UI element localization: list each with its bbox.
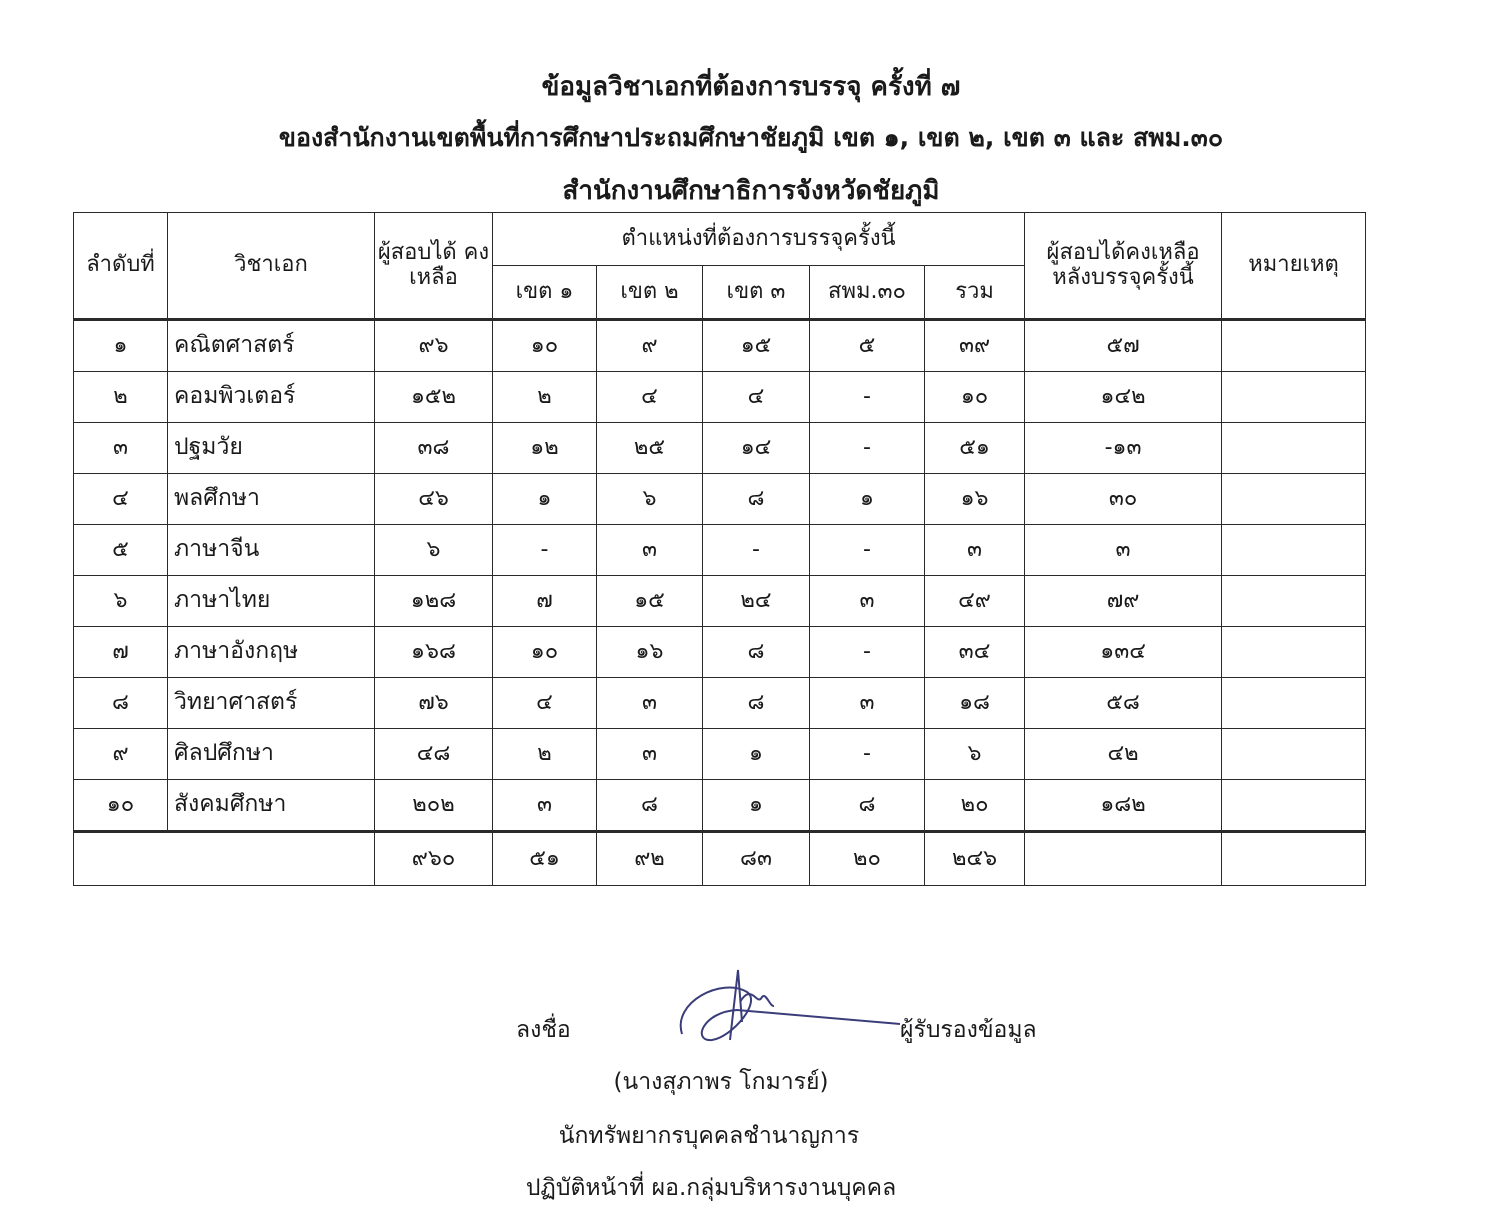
- cell-subject: คอมพิวเตอร์: [168, 372, 375, 423]
- cell-subject: ปฐมวัย: [168, 423, 375, 474]
- cell-district-1: ๓: [493, 780, 597, 832]
- cell-district-1: ๔: [493, 678, 597, 729]
- table-row: [74, 576, 1366, 627]
- cell-total-district-3: ๘๓: [703, 832, 810, 886]
- cell-district-3: ๑: [703, 780, 810, 832]
- cell-district-1: ๒: [493, 729, 597, 780]
- cell-total: ๑๖: [925, 474, 1025, 525]
- header-remark: หมายเหตุ: [1222, 213, 1366, 320]
- cell-remark: [1222, 780, 1366, 832]
- table-row: [74, 320, 1366, 372]
- office-name: สำนักงานศึกษาธิการจังหวัดชัยภูมิ: [562, 176, 940, 206]
- cell-district-2: ๙: [597, 320, 703, 372]
- cell-subject: วิทยาศาสตร์: [168, 678, 375, 729]
- cell-remaining-after: ๕๗: [1025, 320, 1222, 372]
- cell-district-2: ๘: [597, 780, 703, 832]
- cell-spm30: -: [810, 525, 925, 576]
- cell-remaining-before: ๑๒๘: [375, 576, 493, 627]
- cell-total: ๓: [925, 525, 1025, 576]
- header-district-2: เขต ๒: [597, 266, 703, 320]
- cell-district-1: ๑๐: [493, 627, 597, 678]
- sign-label: ลงชื่อ: [516, 1017, 571, 1043]
- header-remaining-after: ผู้สอบได้คงเหลือ หลังบรรจุครั้งนี้: [1025, 213, 1222, 320]
- cell-district-2: ๒๕: [597, 423, 703, 474]
- cell-district-3: ๒๔: [703, 576, 810, 627]
- table-row: [74, 627, 1366, 678]
- cell-remaining-after: ๕๘: [1025, 678, 1222, 729]
- cell-total-label: [74, 832, 375, 886]
- document-title: ข้อมูลวิชาเอกที่ต้องการบรรจุ ครั้งที่ ๗: [541, 72, 961, 102]
- table-row: [74, 474, 1366, 525]
- cell-spm30: -: [810, 423, 925, 474]
- header-positions-group: ตำแหน่งที่ต้องการบรรจุครั้งนี้: [493, 213, 1025, 266]
- cell-remaining-after: ๔๒: [1025, 729, 1222, 780]
- cell-total-remark: [1222, 832, 1366, 886]
- cell-remaining-before: ๓๘: [375, 423, 493, 474]
- cell-spm30: -: [810, 627, 925, 678]
- cell-total-sum: ๒๔๖: [925, 832, 1025, 886]
- cell-order: ๒: [74, 372, 168, 423]
- cell-remaining-before: ๑๖๘: [375, 627, 493, 678]
- cell-order: ๗: [74, 627, 168, 678]
- cell-subject: ภาษาไทย: [168, 576, 375, 627]
- cell-district-3: ๔: [703, 372, 810, 423]
- cell-remaining-before: ๔๖: [375, 474, 493, 525]
- signer-name: (นางสุภาพร โกมารย์): [613, 1069, 829, 1095]
- cell-order: ๑: [74, 320, 168, 372]
- cell-order: ๕: [74, 525, 168, 576]
- cell-remaining-after: ๗๙: [1025, 576, 1222, 627]
- cell-spm30: -: [810, 372, 925, 423]
- header-district-3: เขต ๓: [703, 266, 810, 320]
- cell-subject: ภาษาจีน: [168, 525, 375, 576]
- cell-subject: สังคมศึกษา: [168, 780, 375, 832]
- cell-district-3: ๘: [703, 678, 810, 729]
- cell-subject: ภาษาอังกฤษ: [168, 627, 375, 678]
- header-spm30: สพม.๓๐: [810, 266, 925, 320]
- header-remaining-before: ผู้สอบได้ คงเหลือ: [375, 213, 493, 320]
- cell-district-1: ๑๐: [493, 320, 597, 372]
- cell-remark: [1222, 423, 1366, 474]
- cell-remaining-after: ๑๔๒: [1025, 372, 1222, 423]
- cell-remaining-after: -๑๓: [1025, 423, 1222, 474]
- cell-spm30: ๓: [810, 576, 925, 627]
- cell-remaining-before: ๖: [375, 525, 493, 576]
- cell-district-2: ๔: [597, 372, 703, 423]
- cell-total-spm30: ๒๐: [810, 832, 925, 886]
- cell-total: ๖: [925, 729, 1025, 780]
- table-row: [74, 525, 1366, 576]
- cell-spm30: ๑: [810, 474, 925, 525]
- cell-district-3: ๘: [703, 627, 810, 678]
- cell-remark: [1222, 320, 1366, 372]
- cell-remaining-after: ๑๘๒: [1025, 780, 1222, 832]
- cell-total: ๓๙: [925, 320, 1025, 372]
- document-subtitle: ของสำนักงานเขตพื้นที่การศึกษาประถมศึกษาชัยภูมิ เขต ๑, เขต ๒, เขต ๓ และ สพม.๓๐: [278, 123, 1224, 152]
- cell-district-2: ๖: [597, 474, 703, 525]
- signer-acting-role: ปฏิบัติหน้าที่ ผอ.กลุ่มบริหารงานบุคคล: [525, 1175, 897, 1201]
- cell-district-2: ๑๕: [597, 576, 703, 627]
- table-row: [74, 678, 1366, 729]
- cell-spm30: -: [810, 729, 925, 780]
- cell-district-1: ๑๒: [493, 423, 597, 474]
- cell-order: ๙: [74, 729, 168, 780]
- cell-remark: [1222, 372, 1366, 423]
- header-total: รวม: [925, 266, 1025, 320]
- cell-remaining-after: ๑๓๔: [1025, 627, 1222, 678]
- cell-district-1: ๗: [493, 576, 597, 627]
- cell-remark: [1222, 678, 1366, 729]
- cell-order: ๓: [74, 423, 168, 474]
- cell-subject: ศิลปศึกษา: [168, 729, 375, 780]
- cell-total: ๑๐: [925, 372, 1025, 423]
- cell-remaining-after: ๓: [1025, 525, 1222, 576]
- recruitment-table: [73, 212, 1366, 886]
- cell-order: ๑๐: [74, 780, 168, 832]
- certifier-role: ผู้รับรองข้อมูล: [900, 1017, 1037, 1043]
- table-row: [74, 372, 1366, 423]
- cell-subject: พลศึกษา: [168, 474, 375, 525]
- cell-subject: คณิตศาสตร์: [168, 320, 375, 372]
- cell-spm30: ๓: [810, 678, 925, 729]
- cell-total-district-2: ๙๒: [597, 832, 703, 886]
- cell-remark: [1222, 525, 1366, 576]
- cell-total: ๓๔: [925, 627, 1025, 678]
- cell-total: ๑๘: [925, 678, 1025, 729]
- cell-remark: [1222, 729, 1366, 780]
- cell-district-2: ๑๖: [597, 627, 703, 678]
- cell-district-2: ๓: [597, 678, 703, 729]
- header-order: ลำดับที่: [74, 213, 168, 320]
- cell-total-remaining-before: ๙๖๐: [375, 832, 493, 886]
- table-row: [74, 780, 1366, 832]
- cell-remaining-before: ๑๕๒: [375, 372, 493, 423]
- cell-district-2: ๓: [597, 525, 703, 576]
- cell-remaining-before: ๔๘: [375, 729, 493, 780]
- cell-remark: [1222, 576, 1366, 627]
- cell-remaining-before: ๒๐๒: [375, 780, 493, 832]
- cell-remark: [1222, 627, 1366, 678]
- cell-spm30: ๘: [810, 780, 925, 832]
- table-row: [74, 423, 1366, 474]
- cell-total: ๒๐: [925, 780, 1025, 832]
- cell-spm30: ๕: [810, 320, 925, 372]
- header-district-1: เขต ๑: [493, 266, 597, 320]
- header-subject: วิชาเอก: [168, 213, 375, 320]
- cell-district-3: ๑: [703, 729, 810, 780]
- cell-district-1: -: [493, 525, 597, 576]
- cell-total-remaining-after: [1025, 832, 1222, 886]
- cell-district-3: ๘: [703, 474, 810, 525]
- cell-order: ๔: [74, 474, 168, 525]
- totals-row: [74, 832, 1366, 886]
- cell-district-3: -: [703, 525, 810, 576]
- cell-district-3: ๑๕: [703, 320, 810, 372]
- cell-district-2: ๓: [597, 729, 703, 780]
- cell-order: ๖: [74, 576, 168, 627]
- cell-district-3: ๑๔: [703, 423, 810, 474]
- cell-total-district-1: ๕๑: [493, 832, 597, 886]
- cell-order: ๘: [74, 678, 168, 729]
- handwritten-signature: [662, 962, 912, 1062]
- signer-position: นักทรัพยากรบุคคลชำนาญการ: [558, 1123, 860, 1149]
- cell-district-1: ๑: [493, 474, 597, 525]
- table-row: [74, 729, 1366, 780]
- cell-remaining-before: ๗๖: [375, 678, 493, 729]
- cell-district-1: ๒: [493, 372, 597, 423]
- cell-total: ๕๑: [925, 423, 1025, 474]
- cell-remaining-before: ๙๖: [375, 320, 493, 372]
- cell-remark: [1222, 474, 1366, 525]
- cell-total: ๔๙: [925, 576, 1025, 627]
- cell-remaining-after: ๓๐: [1025, 474, 1222, 525]
